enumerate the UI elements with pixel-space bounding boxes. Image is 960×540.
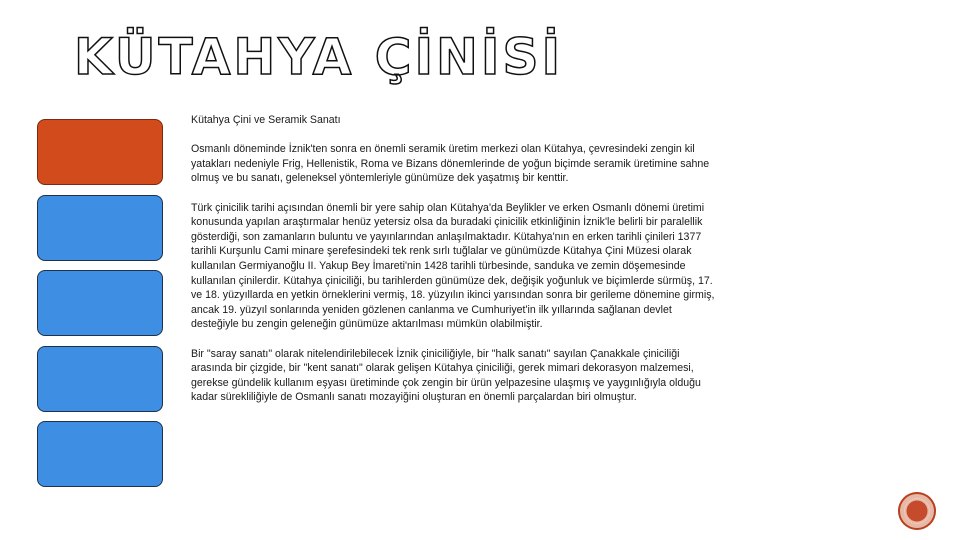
- decorative-tile-blue-3: [37, 346, 163, 412]
- decorative-tile-badge-icon: [898, 492, 936, 530]
- decorative-tile-blue-1: [37, 195, 163, 261]
- slide-body: [191, 113, 721, 419]
- slide-title: KÜTAHYA ÇİNİSİ: [74, 28, 564, 86]
- decorative-tile-orange: [37, 119, 163, 185]
- slide-subtitle: Kütahya Çini ve Seramik Sanatı: [191, 114, 341, 126]
- paragraph-3: Bir "saray sanatı" olarak nitelendirilebilecek İznik çiniciliğiyle, bir "halk sanatı" sayılan Çanakkale çiniciliği arasında bir çizgide, bir "kent sanatı" olarak gelişen Kütahya çiniciliği, gerek mimari dekorasyon malzemesi, gerekse gündelik kullanım eşyası üretiminde çok zengin bir ürün yelpazesine ulaşmış ve yaygınlığıyla olduğu kadar sürekliliğiyle de Osmanlı sanatı mozayiğini oluşturan en önemli parçalardan biri olmuştur.: [191, 347, 701, 404]
- decorative-tile-blue-4: [37, 421, 163, 487]
- decorative-tile-blue-2: [37, 270, 163, 336]
- paragraph-1: Osmanlı döneminde İznik'ten sonra en önemli seramik üretim merkezi olan Kütahya, çevresindeki zengin kil yatakları nedeniyle Frig, Hellenistik, Roma ve Bizans dönemlerinde de yoğun biçimde seramik üretimine sahne olmuş ve bu sanatı, geleneksel yöntemleriyle günümüze dek yaşatmış bir kenttir.: [191, 143, 710, 185]
- paragraph-2: Türk çinicilik tarihi açısından önemli bir yere sahip olan Kütahya'da Beylikler ve erken Osmanlı dönemi üretimi konusunda yapılan araştırmalar henüz yetersiz olsa da buradaki çinicilik etkinliğinin İznik'le belirli bir paralellik gösterdiği, son zamanların buluntu ve yayınlarından anlaşılmaktadır. Kütahya'nın en erken tarihli çinileri 1377 tarihli Kurşunlu Cami minare şerefesindeki tek renk sırlı tuğlalar ve günümüzde Kütahya Çini Müzesi olarak kullanılan Germiyanoğlu II. Yakup Bey İmareti'nin 1428 tarihli türbesinde, sanduka ve zemin döşemesinde kullanılan çinilerdir. Kütahya çiniciliği, bu tarihlerden günümüze dek, değişik yoğunluk ve biçimlerde sürmüş, 17. ve 18. yüzyıllarda en yetkin örneklerini vermiş, 18. yüzyılın ikinci yarısından sonra bir gerileme dönemine girmiş, ancak 19. yüzyıl sonlarında yeniden gözlenen canlanma ve Cumhuriyet'in ilk yıllarında sağlanan devlet desteğiyle bu zengin geleneğin günümüze aktarılması mümkün olabilmiştir.: [191, 201, 715, 331]
